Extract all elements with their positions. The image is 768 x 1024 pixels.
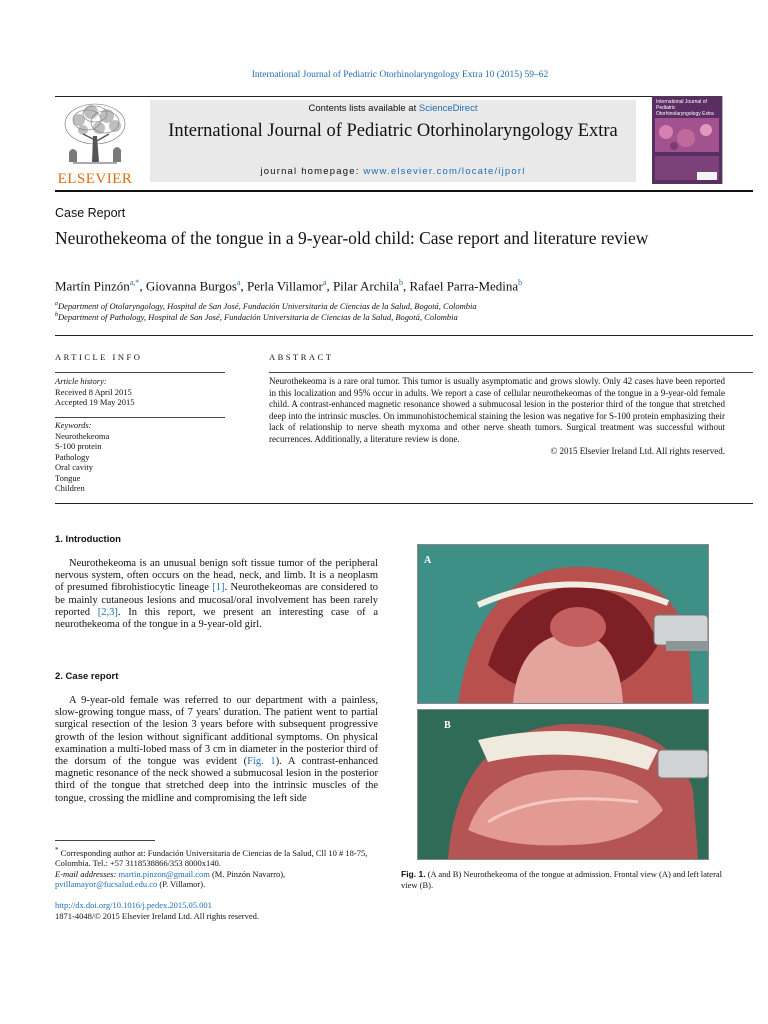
article-type: Case Report <box>55 206 126 220</box>
section-rule <box>55 503 753 504</box>
email-owner: (M. Pinzón Navarro), <box>209 868 286 879</box>
keyword: Neurothekeoma <box>55 430 110 441</box>
caption-label: Fig. 1. <box>401 869 426 879</box>
author-name[interactable]: Perla Villamor <box>247 278 323 294</box>
corresponding-author-note <box>55 845 385 869</box>
keyword: S-100 protein <box>55 441 102 451</box>
elsevier-wordmark: ELSEVIER <box>57 171 133 187</box>
journal-masthead <box>150 100 636 182</box>
author-name[interactable]: Giovanna Burgos <box>145 278 237 294</box>
keyword: Oral cavity <box>55 462 93 472</box>
footnote-rule <box>55 840 155 841</box>
text-run: . In this report, we present an interesting case of a neurothekeoma of the tongue in a 9-year-old girl. <box>55 606 378 631</box>
author-name[interactable]: Rafael Parra-Medina <box>409 278 519 294</box>
keywords-label: Keywords: <box>55 420 92 430</box>
author-sup[interactable]: a,* <box>129 278 140 287</box>
citation-link[interactable]: [2,3] <box>97 606 118 618</box>
journal-citation[interactable]: International Journal of Pediatric Otorhinolaryngology Extra 10 (2015) 59–62 <box>251 70 549 80</box>
author-list: Martín Pinzón$^{a,*}$, Giovanna Burgos$^a$, Perla Villamor$^a$, Pilar Archila$^b$, Rafael Parra-Medina$^b$ <box>55 278 523 294</box>
homepage-link[interactable]: www.elsevier.com/locate/ijporl <box>363 166 526 177</box>
panel-label-a: A <box>424 555 432 566</box>
contents-prefix: Contents lists available at <box>308 103 419 114</box>
issn-line: 1871-4048/© 2015 Elsevier Ireland Ltd. All rights reserved. <box>55 910 260 921</box>
abstract-rule <box>269 372 753 373</box>
email-line <box>55 869 385 890</box>
cover-title: International Journal of Pediatric Otorhinolaryngology Extra <box>656 99 714 117</box>
keyword: Children <box>55 483 85 493</box>
doi-link[interactable]: http://dx.doi.org/10.1016/j.pedex.2015.05.001 <box>55 900 212 910</box>
homepage-line <box>150 166 636 177</box>
article-info-heading: ARTICLE INFO <box>55 352 143 362</box>
email-label: E-mail addresses: <box>55 868 119 879</box>
introduction-paragraph <box>55 558 378 631</box>
text-run: Neurothekeoma is an unusual benign soft tissue tumor of the peripheral nervous system, often occurs on the head, neck, and limb. It is a neoplasm of presumed fibrohistiocytic lineage <box>55 558 378 594</box>
affiliation-text: Department of Otolaryngology, Hospital de San José, Fundación Universitaria de Ciencias de la Salud, Bogotá, Colombia <box>58 301 477 311</box>
section-rule <box>55 335 753 336</box>
affiliation-a <box>55 301 477 311</box>
email-link[interactable]: martin.pinzon@gmail.com <box>118 868 210 879</box>
figure-panel-a <box>417 544 709 704</box>
author-sup[interactable]: b <box>399 278 404 287</box>
header-rule <box>55 96 753 97</box>
text-run: . Neurothekeomas are considered to be mainly cutaneous lesions and mucosal/oral involvement has been rarely reported <box>55 582 378 618</box>
doi-block <box>55 900 259 921</box>
affiliation-b <box>55 312 458 322</box>
header-thick-rule <box>55 190 753 192</box>
article-title: Neurothekeoma of the tongue in a 9-year-old child: Case report and literature review <box>55 228 649 248</box>
keywords <box>55 420 109 494</box>
text-run: ). A contrast-enhanced magnetic resonance of the neck showed a submucosal lesion in the posterior third of the tongue that stretched deep into the intrinsic muscles of the tongue, crossing the midline and compromising the left side <box>55 756 379 804</box>
case-report-heading: 2. Case report <box>55 671 119 682</box>
footnote-star: * <box>55 846 59 854</box>
info-rule <box>55 417 225 418</box>
keyword: Tongue <box>55 472 81 483</box>
affiliation-mark: a <box>55 301 58 308</box>
history-label: Article history: <box>55 376 107 386</box>
abstract-text <box>269 376 725 457</box>
journal-title: International Journal of Pediatric Otorhinolaryngology Extra <box>168 121 618 141</box>
caption-text: (A and B) Neurothekeoma of the tongue at admission. Frontal view (A) and left lateral view (B). <box>401 869 723 890</box>
figure-link[interactable]: Fig. 1 <box>247 756 276 768</box>
abstract-heading: ABSTRACT <box>269 352 334 362</box>
abstract-copyright: © 2015 Elsevier Ireland Ltd. All rights reserved. <box>550 445 725 456</box>
author-sup[interactable]: a <box>236 278 241 287</box>
homepage-prefix: journal homepage: <box>260 166 364 177</box>
info-rule <box>55 372 225 373</box>
email-owner: (P. Villamor). <box>157 879 206 890</box>
introduction-heading: 1. Introduction <box>55 534 121 545</box>
case-report-paragraph <box>55 695 378 805</box>
accepted-date: Accepted 19 May 2015 <box>55 397 135 407</box>
article-history <box>55 376 135 408</box>
corresponding-text: Corresponding author at: Fundación Universitaria de Ciencias de la Salud, Cll 10 # 18-75, Colombia. Tel.: +57 3118538866/353 8000x140. <box>55 847 368 869</box>
affiliation-mark: b <box>55 312 58 319</box>
author-sup[interactable]: b <box>518 278 523 287</box>
email-link[interactable]: pvillamayor@fucsalud.edu.co <box>55 879 158 890</box>
journal-cover-thumbnail <box>652 96 753 184</box>
affiliation-text: Department of Pathology, Hospital de San José, Fundación Universitaria de Ciencias de la Salud, Bogotá, Colombia <box>58 312 458 322</box>
footnote <box>55 845 385 890</box>
author-name[interactable]: Pilar Archila <box>332 278 400 294</box>
contents-line <box>150 103 636 114</box>
sciencedirect-link[interactable]: ScienceDirect <box>418 103 478 114</box>
citation-link[interactable]: [1] <box>212 582 225 594</box>
received-date: Received 8 April 2015 <box>55 386 132 397</box>
figure-panel-b <box>417 709 709 860</box>
text-run: A 9-year-old female was referred to our department with a painless, slow-growing tongue mass, of 7 years' duration. The patient went to partial surgical resection of the lesion 3 years before with subsequent progressive growth of the lesion without significant additional symptoms. On physical examination a multi-lobed mass of 3 cm in diameter in the posterior third of the dorsum of the tongue was evident ( <box>55 695 378 768</box>
keyword: Pathology <box>55 451 90 462</box>
abstract-body: Neurothekeoma is a rare oral tumor. This tumor is usually asymptomatic and grows slowly. Only 42 cases have been reported in this localization and 95% occur in adults. We report a case of cellular neurothekeomas of the tongue in a 9-year-old female child. A contrast-enhanced magnetic resonance showed a submucosal lesion in the posterior third of the tongue that stretched deep into the intrinsic muscles. On immunohistochemical staining the lesion was negative for S-100 protein emphasizing their lack of relationship to nerve sheath myxoma and other nerve sheath tumors. Surgical treatment was successful without recurrences. Additionally, a literature review is done. <box>269 376 725 444</box>
author-name[interactable]: Martín Pinzón <box>55 278 130 294</box>
panel-label-b: B <box>444 720 451 731</box>
author-sup[interactable]: a <box>322 278 327 287</box>
figure-caption <box>401 869 729 890</box>
